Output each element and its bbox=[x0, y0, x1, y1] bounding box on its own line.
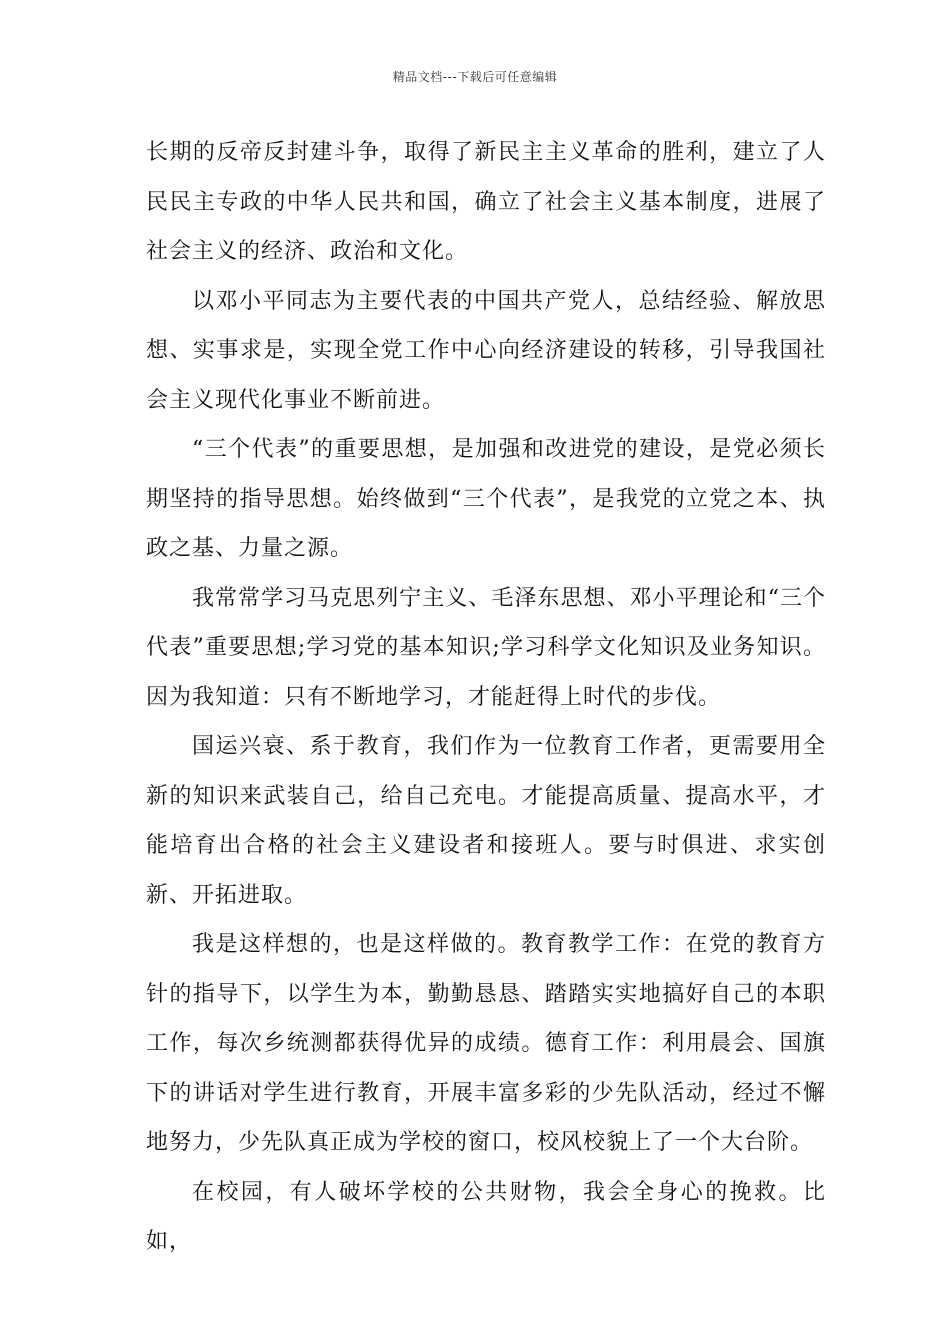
paragraph: 国运兴衰、系于教育，我们作为一位教育工作者，更需要用全新的知识来武装自己，给自己充电。才能提高质量、提高水平，才能培育出合格的社会主义建设者和接班人。要与时俱进、求实创新、开拓进取。 bbox=[146, 734, 826, 908]
page-header: 精品文档---下载后可任意编辑 bbox=[392, 70, 558, 84]
paragraph: 长期的反帝反封建斗争，取得了新民主主义革命的胜利，建立了人民民主专政的中华人民共和国，确立了社会主义基本制度，进展了社会主义的经济、政治和文化。 bbox=[146, 140, 826, 264]
paragraph: 在校园，有人破坏学校的公共财物，我会全身心的挽救。比如， bbox=[146, 1179, 826, 1254]
paragraph: “三个代表”的重要思想，是加强和改进党的建设，是党必须长期坚持的指导思想。始终做到“三个代表”，是我党的立党之本、执政之基、力量之源。 bbox=[146, 437, 826, 561]
paragraph: 我常常学习马克思列宁主义、毛泽东思想、邓小平理论和“三个代表”重要思想;学习党的基本知识;学习科学文化知识及业务知识。因为我知道：只有不断地学习，才能赶得上时代的步伐。 bbox=[146, 585, 826, 710]
paragraph: 我是这样想的，也是这样做的。教育教学工作：在党的教育方针的指导下，以学生为本，勤勤恳恳、踏踏实实地搞好自己的本职工作，每次乡统测都获得优异的成绩。德育工作：利用晨会、国旗下的讲话对学生进行教育，开展丰富多彩的少先队活动，经过不懈地努力，少先队真正成为学校的窗口，校风校貌上了一个大台阶。 bbox=[146, 932, 826, 1155]
document-body bbox=[146, 128, 826, 1267]
paragraph: 以邓小平同志为主要代表的中国共产党人，总结经验、解放思想、实事求是，实现全党工作中心向经济建设的转移，引导我国社会主义现代化事业不断前进。 bbox=[146, 288, 826, 413]
